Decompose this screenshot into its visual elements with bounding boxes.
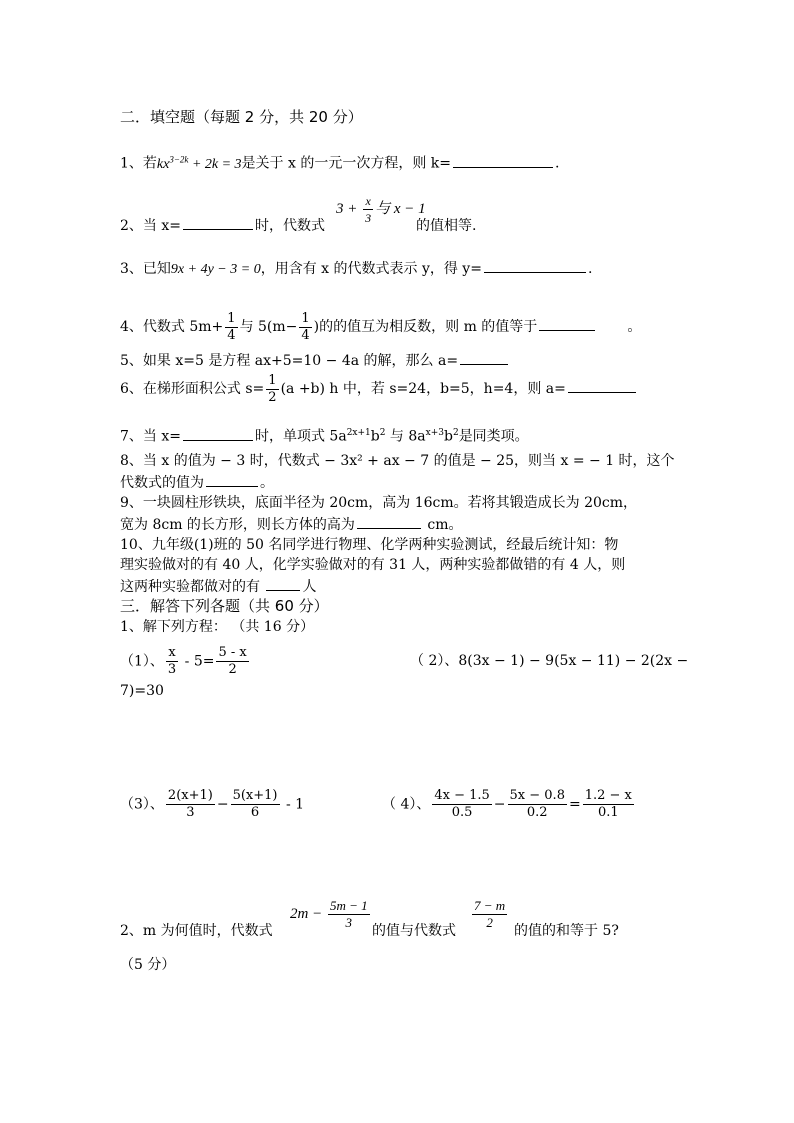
question-10-line-2: 理实验做对的有 40 人，化学实验做对的有 31 人，两种实验都做错的有 4 人，则 [120,557,626,573]
equation-4: （ 4）、 $\frac{4x - 1.5}{0.5}$ − $\frac{5x - 0.8}{0.2}$ = $\frac{1.2 - x}{0.1}$ [382,788,632,820]
equation-1: （1）、 $\frac{x}{3}$ - 5= $\frac{5 - x}{2}$ [120,645,247,677]
question-7 [120,424,529,446]
q1-text: 是关于 x 的一元一次方程，则 k= [241,155,452,172]
question-8-line-2 [120,472,274,492]
question-10-line-1: 10、九年级(1)班的 50 名同学进行物理、化学两种实验测试，经最后统计知：物 [120,537,619,553]
problem-1-title: 1、解下列方程： （共 16 分） [120,619,315,635]
q8-answer-blank[interactable] [206,472,258,487]
q8-end: 。 [260,475,274,491]
problem-2-prefix: 2、m 为何值时，代数式 [120,923,273,939]
eq4-mid-2: = [568,796,581,813]
problem-2-end: 的值的和等于 5? [514,923,619,939]
q2-prefix: 2、当 x= [120,218,181,234]
q4-text-1: 与 5(m− [239,319,298,335]
q9-answer-blank[interactable] [357,514,421,529]
q7-exp-4: 2 [452,428,459,438]
q10-answer-blank[interactable] [266,576,300,591]
q5-answer-blank[interactable] [460,350,508,365]
q2-answer-blank[interactable] [183,215,253,230]
q7-exp-1: 2x+1 [346,428,371,438]
q4-text-2: )的的值互为相反数，则 m 的值等于 [313,319,538,335]
q6-fraction: $\frac{1}{2}$ [268,372,277,405]
q3-expr: 9x + 4y − 3 = 0 [170,262,261,277]
question-4 [120,310,641,344]
q10-text: 这两种实验都做对的有 [120,579,265,595]
q2-expression: 3 + $\frac{x}{3}$ 与 x − 1 [336,194,426,225]
q4-answer-blank[interactable] [539,316,595,331]
problem-2-expression-2: $\frac{7 - m}{2}$ [474,898,506,930]
question-10-line-3 [120,576,316,596]
eq2-line-1: 8(3x − 1) − 9(5x − 11) − 2(2x − [458,653,689,669]
q1-end: . [555,155,560,172]
equation-2 [410,650,688,670]
q7-text-2: b [370,428,380,445]
eq1-mid: - 5= [180,653,215,670]
equation-3: （3）、 $\frac{2(x+1)}{3}$ − $\frac{5(x+1)}{6}$ - 1 [120,788,305,820]
q6-text: (a +b) h 中，若 s=24，b=5，h=4，则 a= [280,381,566,397]
eq3-mid: − [216,796,229,813]
question-6 [120,372,638,406]
question-2 [120,215,325,235]
q1-answer-blank[interactable] [453,153,553,168]
eq1-label: （1）、 [120,653,164,670]
question-3 [120,258,592,279]
q7-text-1: 时，单项式 5a [254,428,347,445]
q3-prefix: 3、已知 [120,261,171,277]
problem-2-mid: 的值与代数式 [372,923,456,939]
eq2-label: （ 2）、 [410,653,459,669]
equation-2-line-2: 7)=30 [120,683,164,699]
question-8-line-1: 8、当 x 的值为 − 3 时，代数式 − 3x² + ax − 7 的值是 − 25，则当 x = − 1 时，这个 [120,453,675,469]
question-9-line-2 [120,514,463,534]
q6-answer-blank[interactable] [568,378,636,393]
q6-prefix: 6、在梯形面积公式 s= [120,381,265,397]
q2-end: 的值相等. [416,218,477,234]
question-1 [120,150,559,174]
problem-2-expression-1: 2m − $\frac{5m - 1}{3}$ [290,898,368,930]
q9-end: cm。 [422,517,463,533]
q8-text: 代数式的值为 [120,475,204,491]
q2-text: 时，代数式 [254,218,325,234]
q3-answer-blank[interactable] [484,258,586,273]
q10-end: 人 [302,579,317,595]
q7-answer-blank[interactable] [183,426,253,441]
eq3-end: - 1 [281,796,305,813]
q7-prefix: 7、当 x= [120,428,181,445]
q9-text: 宽为 8cm 的长方形，则长方体的高为 [120,517,355,533]
q1-prefix: 1、若 [120,155,157,172]
question-9-line-1: 9、一块圆柱形铁块，底面半径为 20cm，高为 16cm。若将其锻造成长为 20cm， [120,495,638,511]
section-title-fill-blank: 二．填空题（每题 2 分，共 20 分） [120,108,363,126]
q7-end: 是同类项。 [458,428,529,445]
q4-prefix: 4、代数式 5m+ [120,319,224,335]
eq3-label: （3）、 [120,796,164,813]
q7-text-3: 与 8a [385,428,426,445]
q3-end: . [587,261,593,277]
eq4-label: （ 4）、 [382,796,431,813]
q1-expr: $kx^{3-2k} + 2k = 3$ [156,154,242,172]
q4-fraction-1: $\frac{1}{4}$ [227,310,236,343]
q5-text: 5、如果 x=5 是方程 ax+5=10 − 4a 的解，那么 a= [120,353,459,369]
q4-end: 。 [627,319,642,335]
eq4-mid-1: − [493,796,506,813]
q7-exp-3: x+3 [425,428,444,438]
q4-fraction-2: $\frac{1}{4}$ [301,310,310,343]
problem-2-score: （5 分） [120,957,176,973]
section-title-answers: 三．解答下列各题（共 60 分） [120,597,329,615]
q3-text: ，用含有 x 的代数式表示 y，得 y= [260,261,482,277]
q7-text-4: b [443,428,453,445]
q7-exp-2: 2 [379,428,386,438]
question-5 [120,350,510,370]
